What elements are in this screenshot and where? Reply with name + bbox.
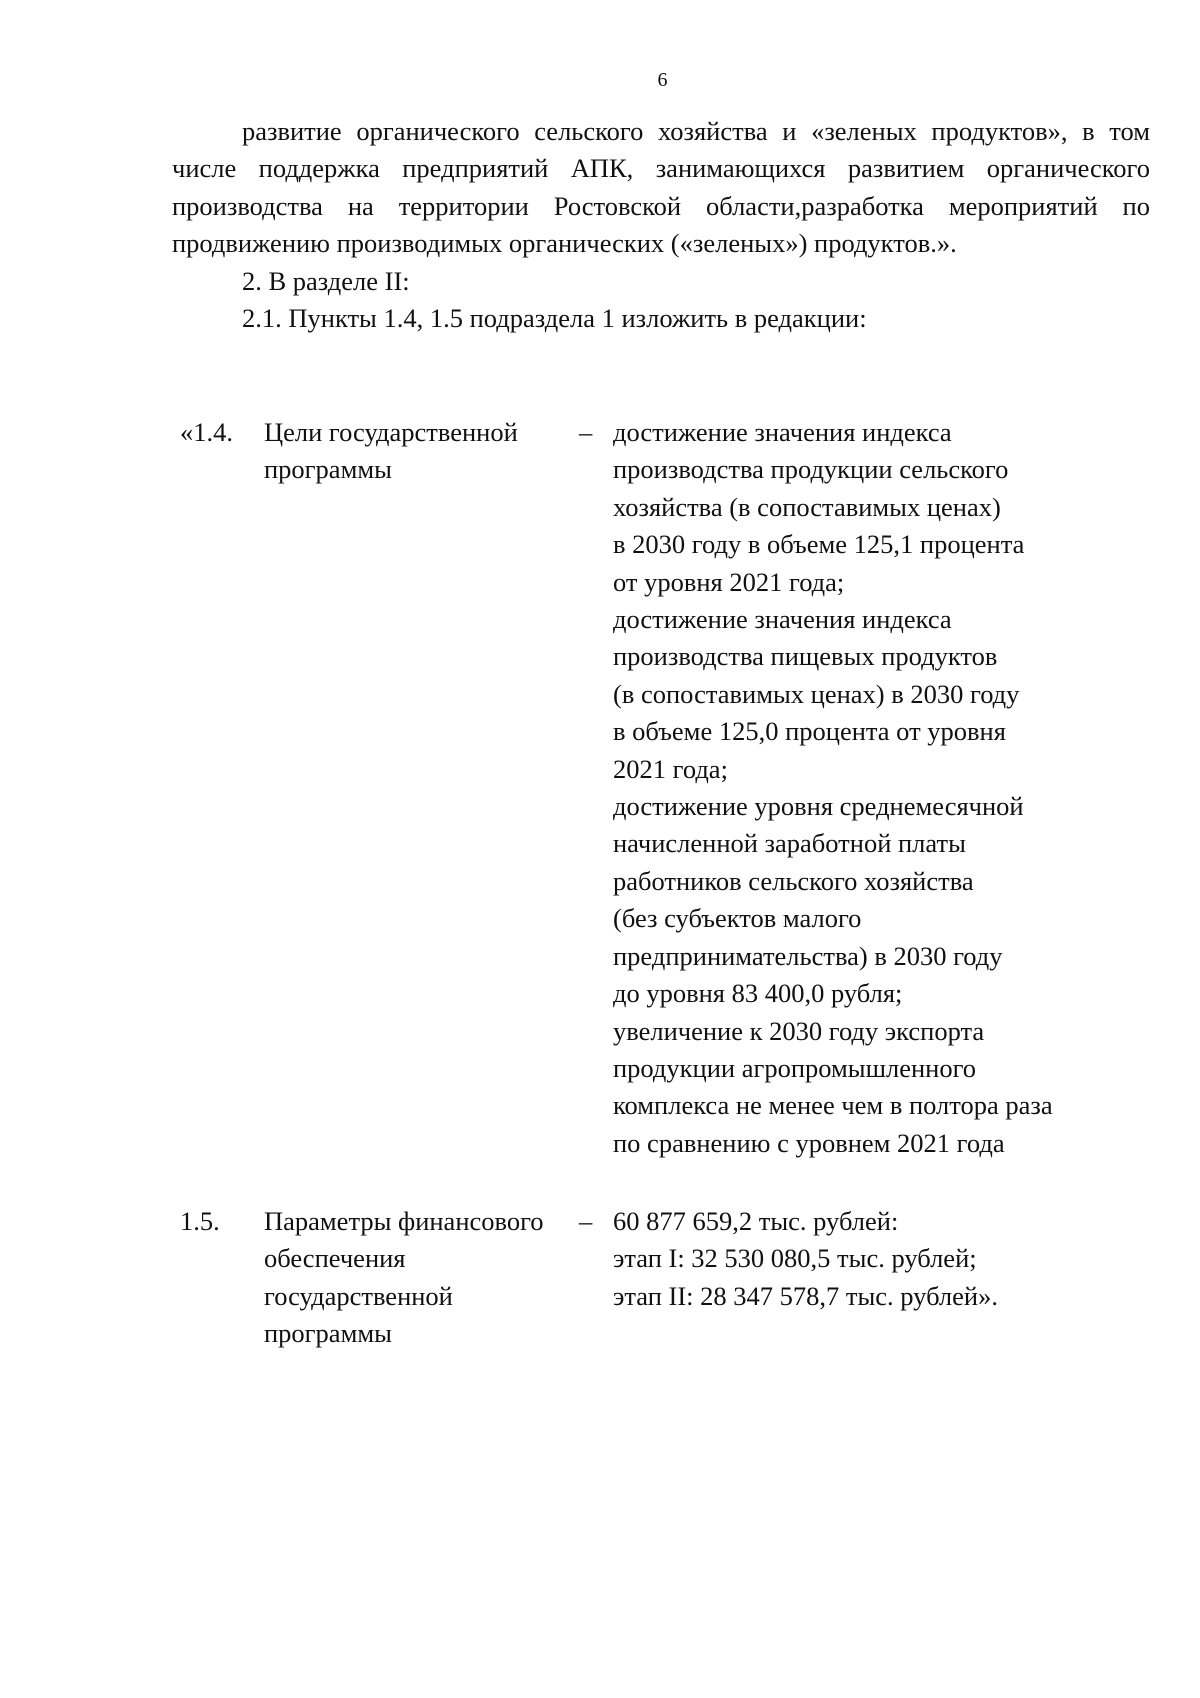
row-value-line: достижение значения индекса bbox=[613, 417, 952, 447]
paragraph-section-ii: 2. В разделе II: bbox=[242, 265, 410, 296]
row-value-line: достижение значения индекса bbox=[613, 604, 952, 635]
row-name-line: программы bbox=[264, 1318, 392, 1349]
table-row bbox=[180, 1203, 1110, 1353]
table-row bbox=[180, 414, 1110, 1162]
row-value-line: предпринимательства) в 2030 году bbox=[613, 940, 1003, 971]
row-value-line: комплекса не менее чем в полтора раза bbox=[613, 1090, 1053, 1121]
page-number: 6 bbox=[657, 69, 668, 91]
row-value-line: работников сельского хозяйства bbox=[613, 865, 974, 896]
row-name-line: Параметры финансового bbox=[264, 1206, 544, 1236]
row-value-line: производства продукции сельского bbox=[613, 454, 1009, 485]
row-dash: – bbox=[579, 1206, 593, 1236]
row-value-line: 2021 года; bbox=[613, 753, 728, 784]
row-value-line: 60 877 659,2 тыс. рублей: bbox=[613, 1206, 899, 1236]
row-value bbox=[613, 414, 1110, 1162]
row-value-line: этап II: 28 347 578,7 тыс. рублей». bbox=[613, 1280, 998, 1311]
row-value-line: производства пищевых продуктов bbox=[613, 641, 998, 672]
row-number: «1.4. bbox=[180, 417, 233, 447]
row-value-line: начисленной заработной платы bbox=[613, 828, 966, 859]
row-value-line: продукции агропромышленного bbox=[613, 1052, 977, 1083]
row-name bbox=[264, 414, 569, 489]
row-number: 1.5. bbox=[180, 1206, 220, 1236]
row-value-line: по сравнению с уровнем 2021 года bbox=[613, 1127, 1005, 1158]
row-value-line: (в сопоставимых ценах) в 2030 году bbox=[613, 678, 1020, 709]
paragraph-clauses-amendment: 2.1. Пункты 1.4, 1.5 подраздела 1 изложить в редакции: bbox=[242, 303, 867, 334]
paragraph-organic-agriculture: развитие органического сельского хозяйства и «зеленых продуктов», в том числе поддержка предприятий АПК, занимающихся развитием органического производства на территории Ростовской области,разработка мероприятий по продвижению производимых органических («зеленых») продуктов.». bbox=[172, 116, 1150, 259]
row-value-line: в 2030 году в объеме 125,1 процента bbox=[613, 529, 1025, 560]
row-name-line: программы bbox=[264, 454, 392, 485]
row-value-line: этап I: 32 530 080,5 тыс. рублей; bbox=[613, 1243, 977, 1274]
row-value-line: увеличение к 2030 году экспорта bbox=[613, 1015, 985, 1046]
row-value-line: (без субъектов малого bbox=[613, 903, 862, 934]
row-dash: – bbox=[579, 417, 593, 447]
row-value-line: хозяйства (в сопоставимых ценах) bbox=[613, 491, 1001, 522]
row-value-line: от уровня 2021 года; bbox=[613, 566, 845, 597]
row-name-line: государственной bbox=[264, 1280, 453, 1311]
row-name bbox=[264, 1203, 569, 1353]
row-name-line: обеспечения bbox=[264, 1243, 406, 1274]
row-value bbox=[613, 1203, 1110, 1315]
row-value-line: в объеме 125,0 процента от уровня bbox=[613, 716, 1006, 747]
body-text bbox=[172, 113, 1150, 337]
row-value-line: до уровня 83 400,0 рубля; bbox=[613, 978, 903, 1009]
row-value-line: достижение уровня среднемесячной bbox=[613, 791, 1024, 822]
row-name-line: Цели государственной bbox=[264, 417, 518, 447]
